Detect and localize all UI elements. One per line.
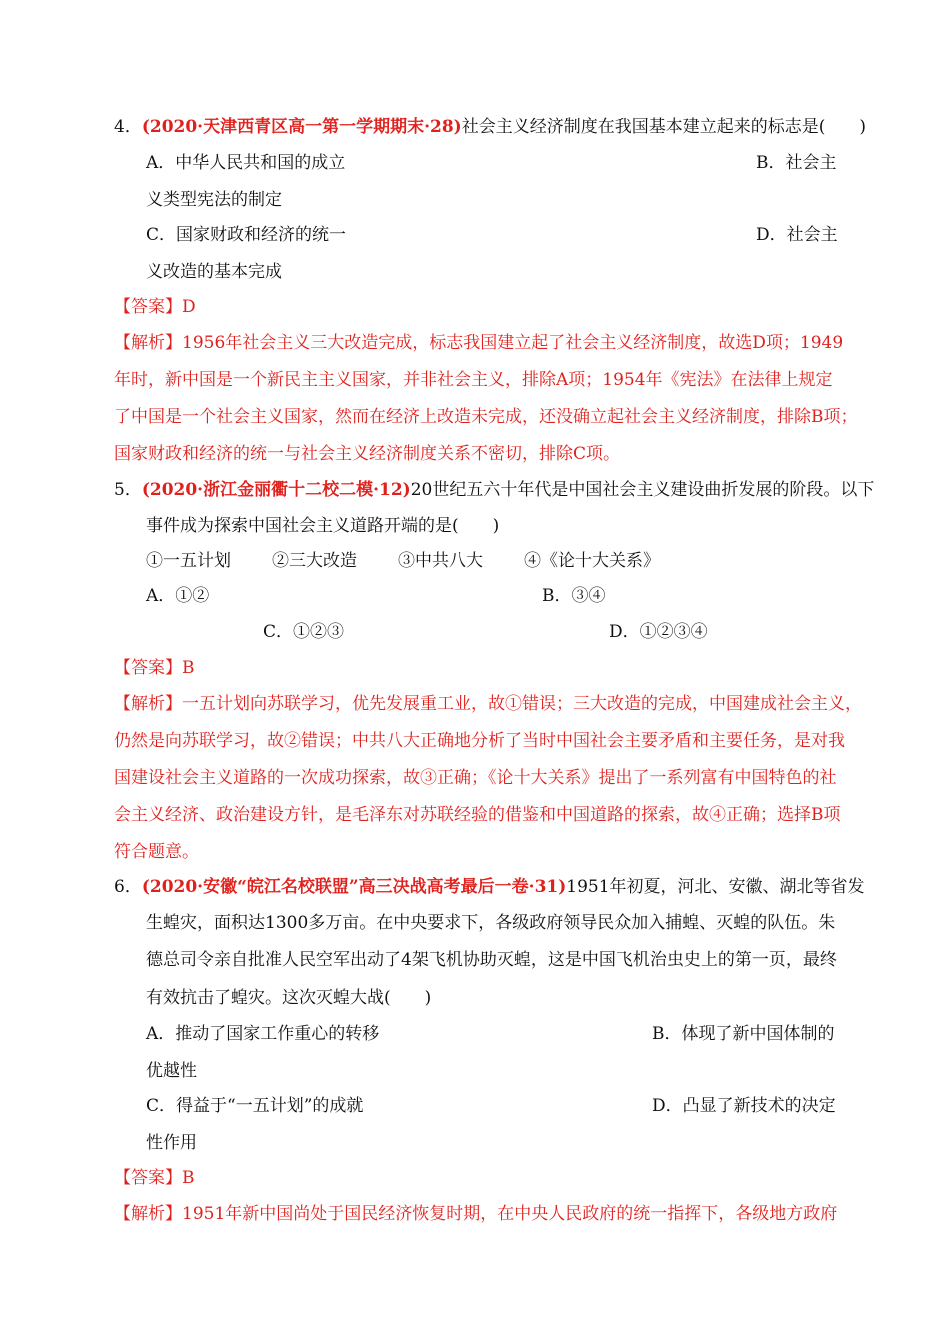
analysis-text: 一五计划向苏联学习，优先发展重工业，故①错误；三大改造的完成，中国建成社会主义， <box>182 694 862 714</box>
option-c: C．国家财政和经济的统一 <box>146 225 347 245</box>
question-source: (2020·安徽“皖江名校联盟”高三决战高考最后一卷·31) <box>141 877 567 897</box>
question-source: (2020·天津西青区高一第一学期期末·28) <box>141 117 462 137</box>
option-d: D．凸显了新技术的决定 <box>652 1096 836 1116</box>
option-a: A．①② <box>146 586 210 606</box>
answer-value: B <box>182 1168 195 1188</box>
option-c: C．得益于“一五计划”的成就 <box>146 1096 364 1116</box>
analysis-line: 国建设社会主义道路的一次成功探索，故③正确；《论十大关系》提出了一系列富有中国特色的社 <box>114 768 837 788</box>
analysis-line: 了中国是一个社会主义国家，然而在经济上改造未完成，还没确立起社会主义经济制度，排除B项； <box>114 407 858 427</box>
question-number: 6． <box>114 877 142 897</box>
question-stem-line: 有效抗击了蝗灾。这次灭蝗大战( ) <box>146 988 432 1008</box>
analysis-line <box>114 1203 837 1225</box>
analysis-label: 【解析】 <box>114 1204 182 1224</box>
option-d-continued: 性作用 <box>146 1133 197 1153</box>
option-c: C．①②③ <box>263 622 345 642</box>
option-b-continued: 优越性 <box>146 1061 197 1081</box>
analysis-line: 会主义经济、政治建设方针，是毛泽东对苏联经验的借鉴和中国道路的探索，故④正确；选择B项 <box>114 805 841 825</box>
analysis-line <box>114 693 862 715</box>
analysis-line: 年时，新中国是一个新民主主义国家，并非社会主义，排除A项；1954年《宪法》在法律上规定 <box>114 370 833 390</box>
analysis-text: 1956年社会主义三大改造完成，标志我国建立起了社会主义经济制度，故选D项；1949 <box>182 333 844 353</box>
answer-label: 【答案】 <box>114 1168 182 1188</box>
question-stem: 1951年初夏，河北、安徽、湖北等省发 <box>566 877 865 897</box>
answer-line <box>114 1167 195 1189</box>
question-number: 5． <box>114 480 142 500</box>
event-item-3: ③中共八大 <box>398 551 483 571</box>
question-6-header <box>114 876 865 898</box>
question-stem-line: 德总司令亲自批准人民空军出动了4架飞机协助灭蝗，这是中国飞机治虫史上的第一页，最终 <box>146 950 837 970</box>
analysis-text: 1951年新中国尚处于国民经济恢复时期，在中央人民政府的统一指挥下，各级地方政府 <box>182 1204 838 1224</box>
answer-label: 【答案】 <box>114 297 182 317</box>
option-a: A．推动了国家工作重心的转移 <box>146 1024 380 1044</box>
option-d-continued: 义改造的基本完成 <box>146 262 282 282</box>
question-5-header <box>114 479 874 501</box>
answer-label: 【答案】 <box>114 658 182 678</box>
analysis-label: 【解析】 <box>114 694 182 714</box>
analysis-line <box>114 332 843 354</box>
answer-line <box>114 657 195 679</box>
option-b-continued: 义类型宪法的制定 <box>146 190 282 210</box>
analysis-line: 符合题意。 <box>114 842 199 862</box>
option-d: D．①②③④ <box>609 622 708 642</box>
analysis-label: 【解析】 <box>114 333 182 353</box>
analysis-line: 国家财政和经济的统一与社会主义经济制度关系不密切，排除C项。 <box>114 444 621 464</box>
answer-value: B <box>182 658 195 678</box>
event-item-4: ④《论十大关系》 <box>524 551 660 571</box>
question-stem: 社会主义经济制度在我国基本建立起来的标志是( ) <box>461 117 866 137</box>
event-item-2: ②三大改造 <box>272 551 357 571</box>
question-source: (2020·浙江金丽衢十二校二模·12) <box>141 480 411 500</box>
analysis-line: 仍然是向苏联学习，故②错误；中共八大正确地分析了当时中国社会主要矛盾和主要任务，是对我 <box>114 731 845 751</box>
answer-value: D <box>182 297 196 317</box>
option-a: A．中华人民共和国的成立 <box>146 153 346 173</box>
answer-line <box>114 296 196 318</box>
option-b: B．③④ <box>542 586 606 606</box>
option-b: B．体现了新中国体制的 <box>652 1024 835 1044</box>
question-number: 4． <box>114 117 142 137</box>
question-4-header <box>114 116 866 138</box>
option-b: B．社会主 <box>756 153 837 173</box>
option-d: D．社会主 <box>756 225 838 245</box>
question-stem: 20世纪五六十年代是中国社会主义建设曲折发展的阶段。以下 <box>410 480 875 500</box>
question-stem-line: 事件成为探索中国社会主义道路开端的是( ) <box>146 516 500 536</box>
question-stem-line: 生蝗灾，面积达1300多万亩。在中央要求下，各级政府领导民众加入捕蝗、灭蝗的队伍。朱 <box>146 913 836 933</box>
event-item-1: ①一五计划 <box>146 551 231 571</box>
